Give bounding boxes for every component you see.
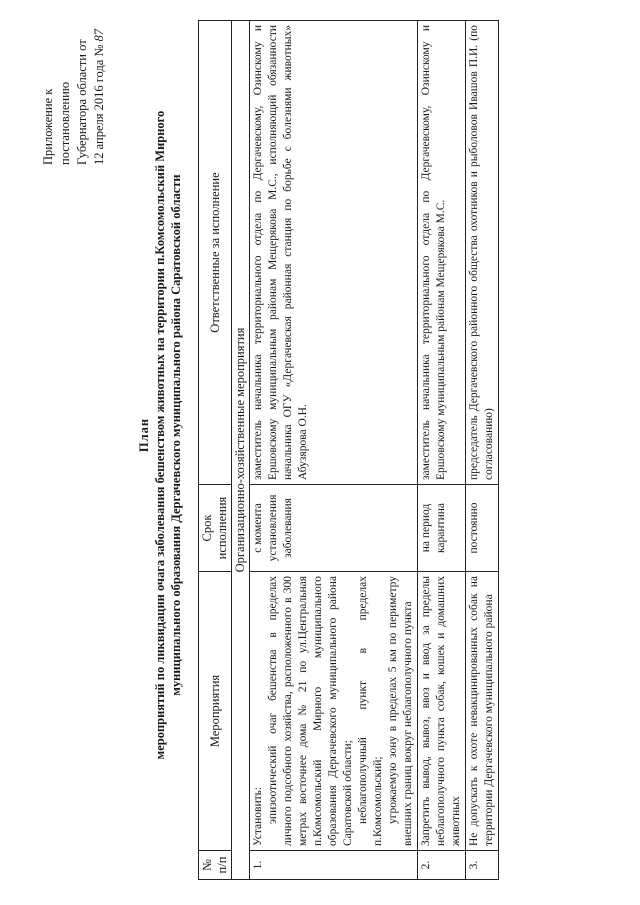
- row-number: 3.: [466, 851, 499, 880]
- action-line: угрожаемую зону в пределах 5 км по периметру внешних границ вокруг неблагополучного пункта: [387, 576, 414, 846]
- row-responsible: заместитель начальника территориального отдела по Дергачевскому, Озинскому и Ершовскому муниципальным районам Мещерякова М.С., исполняющий обязанности начальника ОГУ «Дергачевская районная станция по борьбе с болезнями животных» Абузярова О.Н.: [250, 21, 418, 485]
- title-line-1: мероприятий по ликвидации очага заболевания бешенством животных на территории п.Комсомольский Мирного: [153, 110, 167, 760]
- appendix-line-3: [91, 5, 108, 165]
- appendix-line-2: Губернатора области от: [75, 39, 89, 165]
- row-action: Не допускать к охоте невакцинированных собак на территории Дергачевского муниципального района: [466, 572, 499, 851]
- row-responsible: председатель Дергачевского районного общества охотников и рыболовов Ивашов П.И. (по согласованию): [466, 21, 499, 485]
- row-responsible: заместитель начальника территориального отдела по Дергачевскому, Озинскому и Ершовскому муниципальным районам Мещерякова М.С.: [418, 21, 466, 485]
- header-actions: Мероприятия: [199, 572, 232, 851]
- action-line: неблагополучный пункт в пределах п.Комсомольский;: [357, 576, 384, 846]
- section-row: [232, 21, 250, 880]
- document-title: [136, 25, 184, 845]
- appendix-date: 12 апреля 2016 года №: [92, 44, 106, 165]
- title-line-2: муниципального образования Дергачевского муниципального района Саратовской области: [169, 174, 183, 696]
- table-row: [466, 21, 499, 880]
- row-term: постоянно: [466, 485, 499, 572]
- appendix-number: 87: [92, 28, 106, 42]
- action-line: Установить:: [252, 786, 264, 846]
- section-title: Организационно-хозяйственные мероприятия: [232, 21, 250, 880]
- title-heading: План: [137, 417, 151, 453]
- row-term: с момента установления заболевания: [250, 485, 418, 572]
- plan-table: [198, 20, 499, 880]
- header-term: Срок исполнения: [199, 485, 232, 572]
- table-row: [418, 21, 466, 880]
- action-line: эпизоотический очаг бешенства в пределах личного подсобного хозяйства, расположенного в 300 метрах восточнее дома № 21 по ул.Центральная п.Комсомольский Мирного муниципального образования Дергачевского муниципального района Саратовской области;: [267, 576, 354, 846]
- row-term: на период карантина: [418, 485, 466, 572]
- row-action: Запретить вывод, вывоз, ввоз и ввод за пределы неблагополучного пункта собак, кошек и домашних животных: [418, 572, 466, 851]
- row-number: 2.: [418, 851, 466, 880]
- row-number: 1.: [250, 851, 418, 880]
- row-action: [250, 572, 418, 851]
- table-header-row: [199, 21, 232, 880]
- table-row: [250, 21, 418, 880]
- appendix-line-1: Приложение к постановлению: [41, 81, 72, 165]
- appendix-note: [40, 5, 108, 165]
- header-number: № п/п: [199, 851, 232, 880]
- header-responsible: Ответственные за исполнение: [199, 21, 232, 485]
